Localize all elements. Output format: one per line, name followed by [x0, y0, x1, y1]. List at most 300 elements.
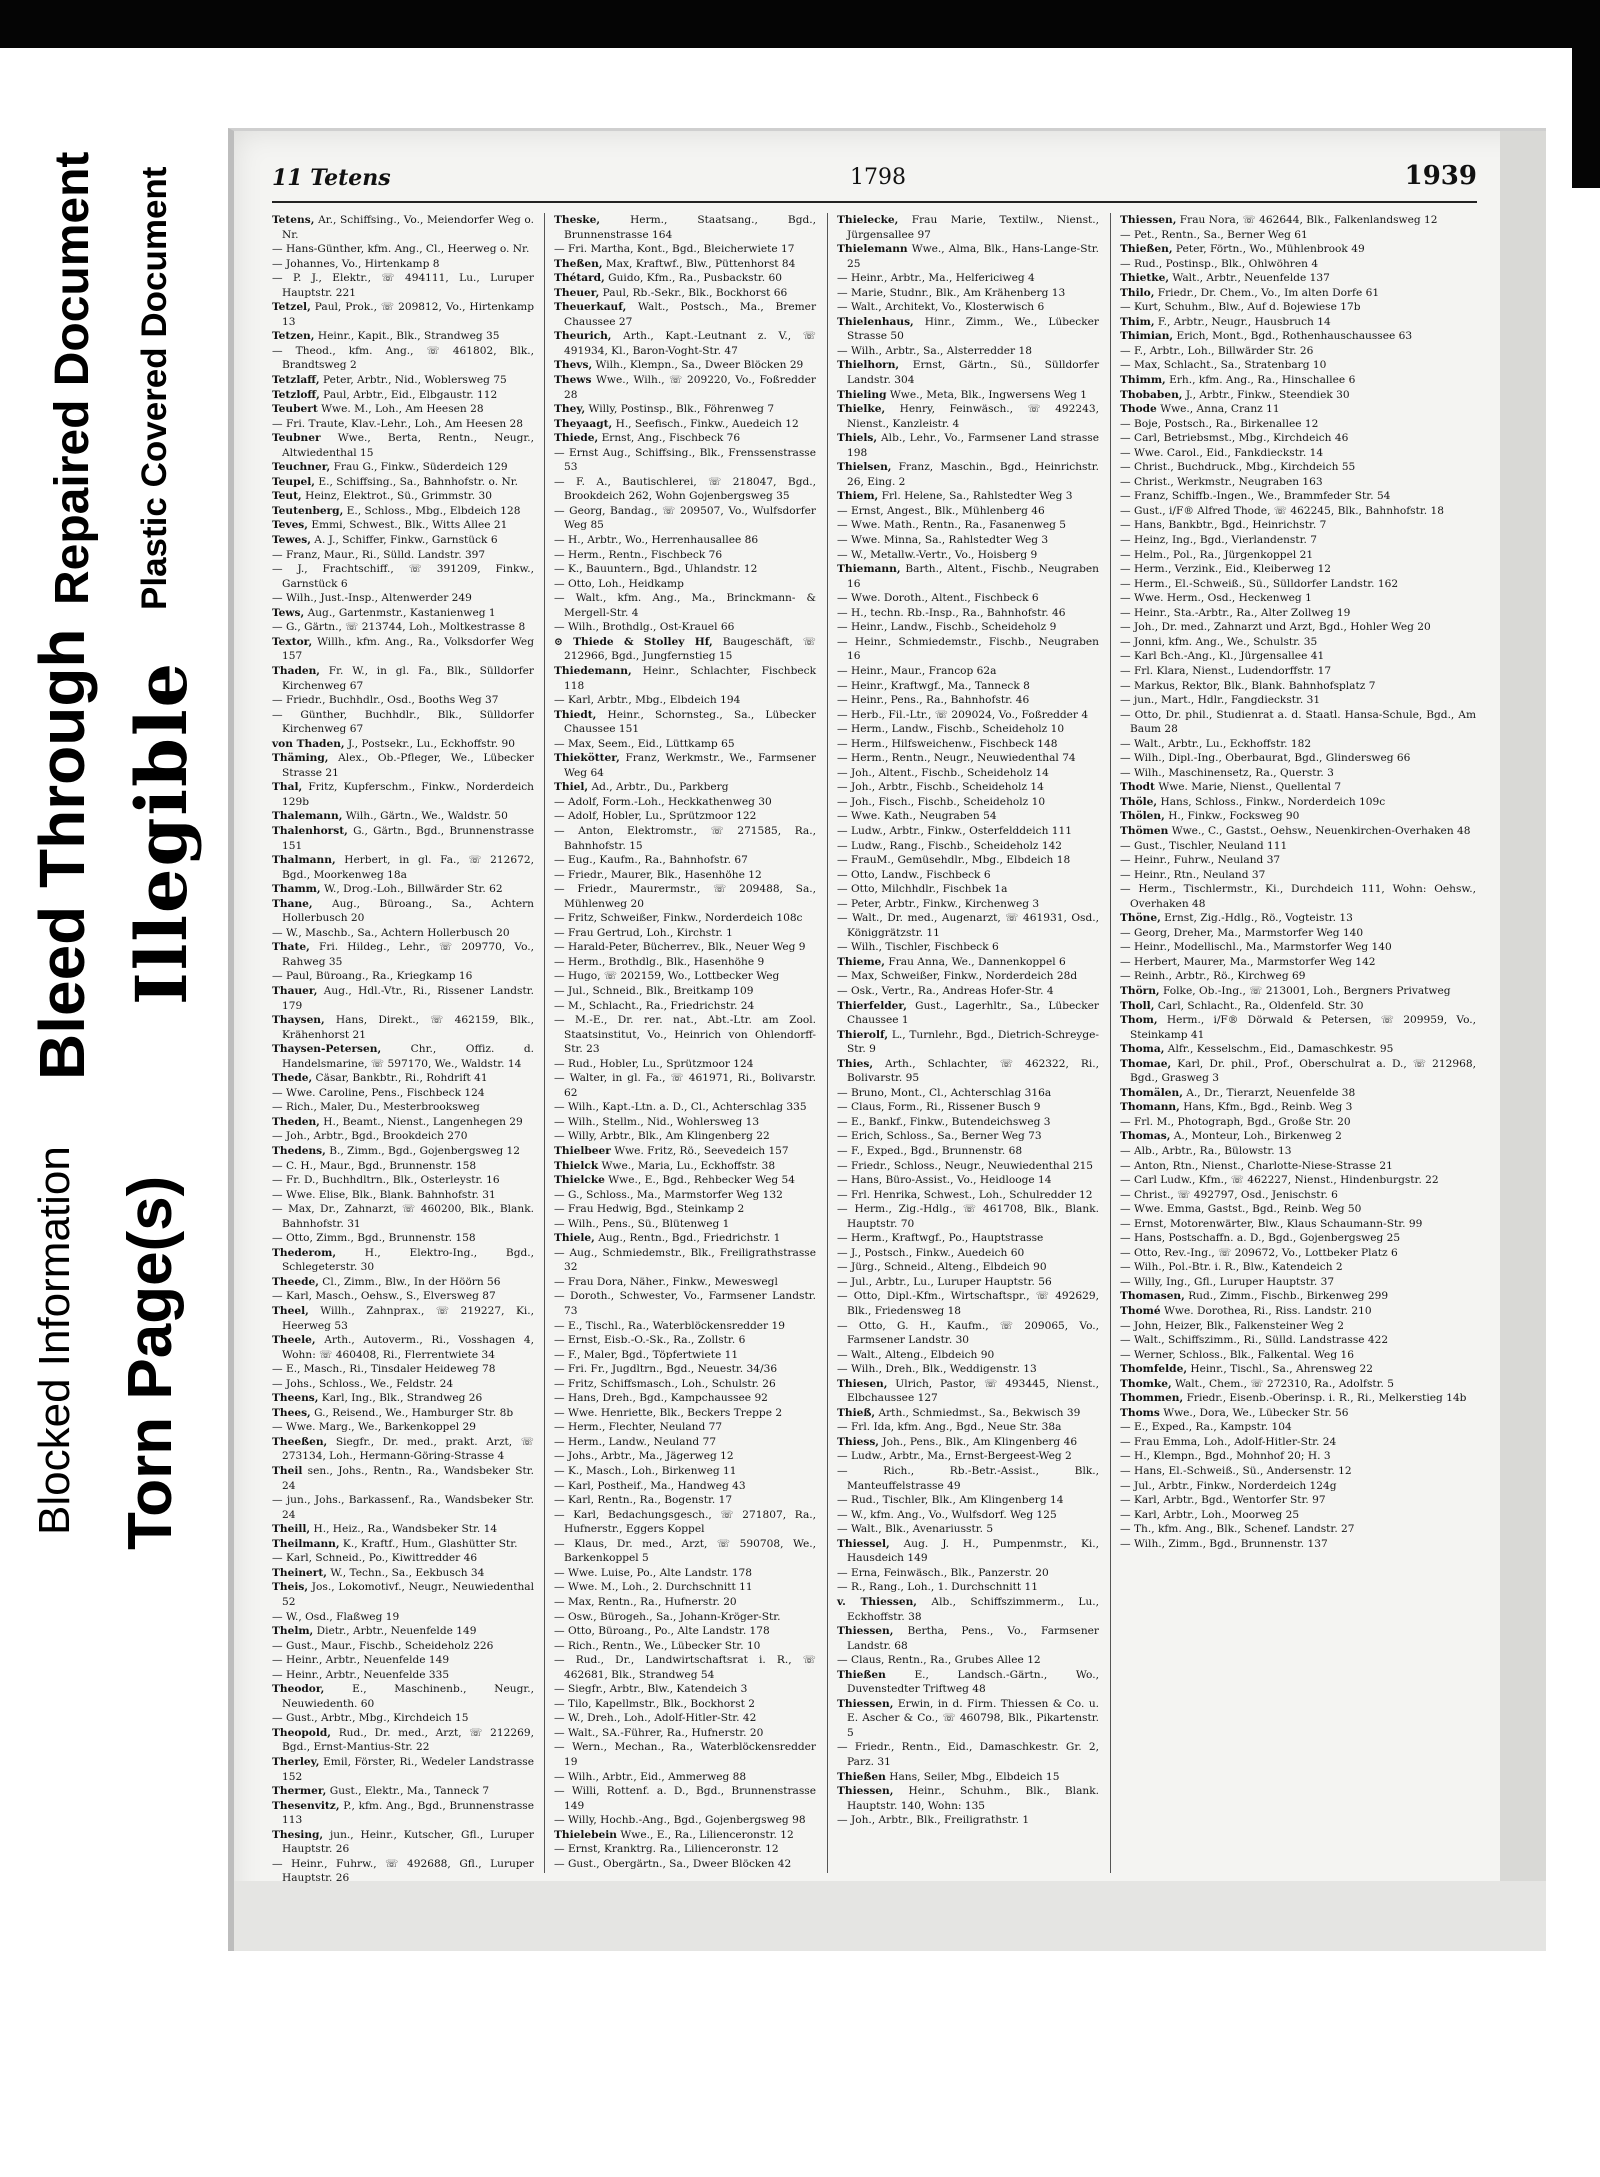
entry-surname: Thiessel,	[837, 1537, 890, 1550]
directory-entry	[1120, 1348, 1476, 1363]
entry-details: — Wwe. Carol., Eid., Fankdieckstr. 14	[1120, 446, 1324, 459]
entry-details: — Carl, Betriebsmst., Mbg., Kirchdeich 46	[1120, 432, 1349, 445]
entry-surname: Theuerkauf,	[554, 301, 627, 314]
entry-details: — Friedr., Schloss., Neugr., Neuwiedenthal 215	[837, 1159, 1094, 1172]
entry-surname: Thane,	[272, 897, 313, 910]
entry-details: — Heinr., Fuhrw., Neuland 37	[1120, 854, 1281, 867]
entry-details: Wwe. Marie, Nienst., Quellental 7	[1158, 781, 1342, 794]
entry-details: — Joh., Dr. med., Zahnarzt und Arzt, Bgd., Hohler Weg 20	[1120, 621, 1431, 634]
entry-surname: Teupel,	[272, 475, 315, 488]
entry-details: Paul, Arbtr., Eid., Elbgaustr. 112	[323, 388, 498, 401]
entry-details: — K., Bauuntern., Bgd., Uhlandstr. 12	[554, 563, 758, 576]
entry-details: Wwe., E., Bgd., Rehbecker Weg 54	[608, 1174, 795, 1187]
entry-surname: Thalenhorst,	[272, 824, 348, 837]
entry-details: — Herm., El.-Schweiß., Sü., Sülldorfer Landstr. 162	[1120, 577, 1399, 590]
entry-surname: v. Thiessen,	[837, 1595, 917, 1608]
entry-details: H., Beamt., Nienst., Langenhegen 29	[323, 1115, 523, 1128]
directory-entry	[272, 1435, 534, 1464]
entry-details: — Boje, Postsch., Ra., Birkenallee 12	[1120, 417, 1319, 430]
header-page-number: 1798	[850, 165, 906, 190]
entry-details: Aug., Hdl.-Vtr., Ri., Rissener Landstr. 179	[282, 984, 535, 1012]
entry-details: Wwe., Berta, Rentn., Neugr., Altwiedenthal 15	[282, 432, 534, 459]
entry-details: — Heinr., Arbtr., Neuenfelde 335	[272, 1668, 450, 1681]
entry-surname: Thal,	[272, 781, 303, 794]
entry-surname: Thesing,	[272, 1828, 324, 1841]
entry-details: Ernst, Ang., Fischbeck 76	[601, 432, 741, 445]
entry-details: J., Postsekr., Lu., Eckhoffstr. 90	[347, 737, 515, 750]
entry-details: — E., Bankf., Finkw., Butendeichsweg 3	[837, 1115, 1051, 1128]
directory-entry	[554, 1653, 816, 1682]
entry-details: Karl, Dr. phil., Prof., Oberschulrat a. D., ☏ 212968, Bgd., Grasweg 3	[1130, 1057, 1476, 1085]
entry-details: — Wilh., Just.-Insp., Altenwerder 249	[272, 592, 472, 605]
entry-details: Erh., kfm. Ang., Ra., Hinschallee 6	[1169, 374, 1356, 387]
entry-details: — F., Arbtr., Loh., Billwärder Str. 26	[1120, 344, 1314, 357]
entry-details: — Fri. Martha, Kont., Bgd., Bleicherwiete 17	[554, 243, 795, 256]
entry-details: — J., Frachtschiff., ☏ 391209, Finkw., Garnstück 6	[272, 563, 534, 590]
directory-entry	[272, 1173, 534, 1188]
entry-surname: Thieling	[837, 388, 887, 401]
directory-entry	[1120, 1362, 1476, 1377]
entry-surname: Teut,	[272, 490, 302, 503]
directory-entry	[1120, 1391, 1476, 1406]
entry-details: Hans, Direkt., ☏ 462159, Blk., Krähenhorst 21	[282, 1014, 534, 1041]
directory-entry	[837, 1231, 1099, 1246]
directory-entry	[554, 1697, 816, 1712]
directory-entry	[554, 242, 816, 257]
directory-entry	[272, 1071, 534, 1086]
entry-surname: Theopold,	[272, 1726, 331, 1739]
directory-entry	[837, 271, 1099, 286]
directory-entry	[554, 1595, 816, 1610]
entry-details: — Ernst, Motorenwärter, Blw., Klaus Schaumann-Str. 99	[1120, 1217, 1423, 1230]
directory-entry	[272, 1202, 534, 1231]
entry-surname: Tholl,	[1120, 999, 1155, 1012]
directory-entry	[554, 1857, 816, 1872]
directory-entry	[272, 518, 534, 533]
entry-details: Ernst, Zig.-Hdlg., Rö., Vogteistr. 13	[1164, 912, 1353, 925]
directory-entry	[1120, 984, 1476, 999]
directory-entry	[837, 809, 1099, 824]
entry-surname: Textor,	[272, 635, 313, 648]
entry-surname: Thoma,	[1120, 1043, 1165, 1056]
directory-entry	[837, 620, 1099, 635]
entry-surname: Thielenhaus,	[837, 315, 914, 328]
directory-entry	[837, 1508, 1099, 1523]
directory-entry	[554, 984, 816, 999]
entry-details: — Christ., Werkmstr., Neugraben 163	[1120, 475, 1323, 488]
entry-details: — Harald-Peter, Bücherrev., Blk., Neuer Weg 9	[554, 941, 806, 954]
entry-details: — F., Exped., Bgd., Brunnenstr. 68	[837, 1145, 1023, 1157]
entry-surname: Thielebein	[554, 1828, 617, 1841]
entry-surname: Thermer,	[272, 1785, 327, 1798]
entry-details: Willy, Postinsp., Blk., Föhrenweg 7	[588, 403, 775, 416]
directory-entry	[272, 388, 534, 403]
entry-details: — Walt., SA.-Führer, Ra., Hufnerstr. 20	[554, 1726, 764, 1739]
directory-entry	[1120, 228, 1476, 243]
entry-details: A., Dr., Tierarzt, Neuenfelde 38	[1186, 1086, 1356, 1099]
entry-details: Franz, Maschin., Bgd., Heinrichstr. 26, Eing. 2	[847, 461, 1099, 488]
entry-details: — Karl, Bedachungsgesch., ☏ 271807, Ra., Hufnerstr., Eggers Koppel	[554, 1508, 816, 1536]
entry-details: B., Zimm., Bgd., Gojenbergsweg 12	[329, 1145, 520, 1157]
entry-details: Heinr., Schlachter, Fischbeck 118	[564, 664, 816, 692]
directory-entry	[272, 1828, 534, 1857]
scan-border-top	[0, 0, 1600, 48]
directory-entry	[837, 999, 1099, 1028]
entry-details: — Karl, Schneid., Po., Kiwittredder 46	[272, 1552, 478, 1565]
directory-entry	[272, 591, 534, 606]
entry-details: Friedr., Dr. Chem., Vo., Im alten Dorfe 61	[1157, 286, 1380, 299]
entry-details: W., Drog.-Loh., Billwärder Str. 62	[323, 883, 503, 896]
entry-details: E., Maschinenb., Neugr., Neuwiedenth. 60	[282, 1683, 534, 1710]
entry-surname: Thiessen,	[837, 1785, 894, 1798]
entry-details: — Ernst, Angest., Blk., Mühlenberg 46	[837, 504, 1045, 517]
directory-entry	[554, 1275, 816, 1290]
directory-entry	[554, 693, 816, 708]
directory-entry	[272, 1653, 534, 1668]
entry-details: Heinr., Schornsteg., Sa., Lübecker Chaussee 151	[564, 708, 816, 736]
entry-details: Walt., Postsch., Ma., Bremer Chaussee 27	[564, 301, 817, 328]
directory-column-1	[272, 213, 535, 1885]
entry-surname: Thobaben,	[1120, 388, 1183, 401]
directory-entry	[837, 1173, 1099, 1188]
entry-details: — Heinr., Kraftwgf., Ma., Tanneck 8	[837, 679, 1030, 692]
entry-details: — Friedr., Maurermstr., ☏ 209488, Sa., Mühlenweg 20	[554, 883, 816, 910]
entry-details: — Heinr., Pens., Ra., Bahnhofstr. 46	[837, 694, 1030, 707]
entry-details: — Herm., Landw., Neuland 77	[554, 1435, 717, 1448]
entry-surname: Thilo,	[1120, 286, 1155, 299]
directory-entry	[554, 1508, 816, 1537]
entry-surname: Thölen,	[1120, 810, 1165, 823]
entry-details: Aug., Gartenmstr., Kastanienweg 1	[307, 606, 496, 619]
entry-details: — Ludw., Arbtr., Finkw., Osterfelddeich 111	[837, 824, 1073, 837]
directory-entry	[837, 969, 1099, 984]
entry-details: — Georg, Dreher, Ma., Marmstorfer Weg 140	[1120, 926, 1364, 939]
directory-entry	[554, 1289, 816, 1318]
directory-entry	[1120, 679, 1476, 694]
entry-details: — H., Klempn., Bgd., Mohnhof 20; H. 3	[1120, 1450, 1331, 1463]
entry-details: Rud., Zimm., Fischb., Birkenweg 299	[1188, 1290, 1389, 1303]
directory-entry	[1120, 737, 1476, 752]
directory-entry	[837, 1435, 1099, 1450]
entry-details: — Wilh., Pens., Sü., Blütenweg 1	[554, 1217, 730, 1230]
entry-surname: Thäming,	[272, 752, 329, 765]
directory-entry	[554, 300, 816, 329]
directory-entry	[837, 940, 1099, 955]
label-torn-pages: Torn Page(s)	[116, 1175, 185, 1550]
entry-details: Frau Marie, Textilw., Nienst., Jürgensallee 97	[847, 214, 1099, 241]
entry-details: — Franz, Schiffb.-Ingen., We., Brammfeder Str. 54	[1120, 490, 1391, 503]
directory-entry	[837, 489, 1099, 504]
entry-details: — Fritz, Schweißer, Finkw., Norderdeich 108c	[554, 912, 803, 925]
entry-details: — Rud., Dr., Landwirtschaftsrat i. R., ☏ 462681, Blk., Strandweg 54	[554, 1654, 816, 1681]
entry-details: — Heinr., Maur., Francop 62a	[837, 664, 997, 677]
entry-surname: Thederom,	[272, 1246, 337, 1259]
column-divider	[544, 213, 545, 1873]
directory-page	[228, 128, 1546, 1951]
entry-surname: Theel,	[272, 1305, 309, 1318]
entry-details: Wwe. Dorothea, Ri., Riss. Landstr. 210	[1163, 1305, 1372, 1318]
directory-entry	[1120, 1449, 1476, 1464]
entry-details: — John, Heizer, Blk., Falkensteiner Weg 2	[1120, 1319, 1344, 1332]
entry-surname: Thiess,	[837, 1435, 879, 1448]
entry-details: Wwe., Wilh., ☏ 209220, Vo., Foßredder 28	[564, 374, 816, 401]
directory-entry	[272, 1493, 534, 1522]
directory-entry	[837, 1770, 1099, 1785]
entry-surname: Thomas,	[1120, 1130, 1171, 1143]
entry-details: — Ludw., Arbtr., Ma., Ernst-Bergeest-Weg 2	[837, 1450, 1072, 1463]
directory-entry	[272, 1551, 534, 1566]
entry-details: Cl., Zimm., Blw., In der Höörn 56	[322, 1275, 501, 1288]
directory-entry	[1120, 882, 1476, 911]
directory-entry	[1120, 839, 1476, 854]
entry-details: — Wwe. M., Loh., 2. Durchschnitt 11	[554, 1581, 753, 1594]
page-header	[272, 161, 1477, 201]
directory-entry	[1120, 1508, 1476, 1523]
directory-entry	[1120, 591, 1476, 606]
directory-entry	[837, 1624, 1099, 1653]
directory-entry	[554, 882, 816, 911]
directory-entry	[554, 1071, 816, 1100]
entry-details: — Jürg., Schneid., Alteng., Elbdeich 90	[837, 1261, 1047, 1274]
entry-surname: Theurich,	[554, 330, 612, 343]
entry-details: G., Gärtn., Bgd., Brunnenstrasse 151	[282, 824, 534, 852]
entry-details: Arth., Schmiedmst., Sa., Bekwisch 39	[878, 1406, 1081, 1419]
entry-details: — Frau Gertrud, Loh., Kirchstr. 1	[554, 926, 733, 939]
entry-details: — Osw., Bürogeh., Sa., Johann-Kröger-Str.	[554, 1610, 781, 1623]
entry-details: — Georg, Bandag., ☏ 209507, Vo., Wulfsdorfer Weg 85	[554, 504, 816, 532]
entry-details: — Herm., Flechter, Neuland 77	[554, 1421, 723, 1434]
directory-entry	[554, 1580, 816, 1595]
header-section-name: 11 Tetens	[272, 165, 391, 191]
directory-entry	[272, 1799, 534, 1828]
entry-details: — Herm., Verzink., Eid., Kleiberweg 12	[1120, 563, 1332, 576]
directory-entry	[1120, 1275, 1476, 1290]
entry-details: — Fr. D., Buchhdltrn., Blk., Osterleystr. 16	[272, 1174, 500, 1187]
entry-surname: Thode	[1120, 403, 1157, 416]
directory-entry	[272, 417, 534, 432]
entry-details: — Hans, Postschaffn. a. D., Bgd., Gojenbergsweg 25	[1120, 1232, 1401, 1245]
entry-details: Alex., Ob.-Pfleger, We., Lübecker Strasse 21	[282, 752, 534, 779]
entry-details: — Jul., Schneid., Blk., Breitkamp 109	[554, 984, 754, 997]
label-repaired-document: Repaired Document	[46, 151, 99, 605]
entry-surname: Thomfelde,	[1120, 1363, 1188, 1376]
entry-details: Emil, Förster, Ri., Wedeler Landstrasse 152	[282, 1755, 534, 1783]
entry-details: Heinr., Schuhm., Blk., Blank. Hauptstr. 140, Wohn: 135	[847, 1785, 1099, 1812]
directory-entry	[554, 1144, 816, 1159]
entry-details: Erwin, in d. Firm. Thiessen & Co. u. E. Ascher & Co., ☏ 460798, Blk., Pikartenstr. 5	[847, 1697, 1100, 1739]
directory-entry	[1120, 271, 1476, 286]
directory-entry	[1120, 315, 1476, 330]
entry-surname: Thomke,	[1120, 1377, 1172, 1390]
entry-details: — Friedr., Maurer, Blk., Hasenhöhe 12	[554, 868, 762, 881]
directory-entry	[554, 213, 816, 242]
entry-details: Wwe. Fritz, Rö., Seevedeich 157	[614, 1145, 789, 1157]
entry-details: — Ludw., Rang., Fischb., Scheideholz 142	[837, 839, 1063, 852]
directory-entry	[1120, 242, 1476, 257]
entry-surname: Thomälen,	[1120, 1086, 1183, 1099]
entry-details: — Wilh., Maschinensetz, Ra., Querstr. 3	[1120, 766, 1334, 779]
entry-details: — Frl. Ida, kfm. Ang., Bgd., Neue Str. 38a	[837, 1421, 1062, 1434]
entry-surname: Thöle,	[1120, 795, 1158, 808]
directory-entry	[554, 1391, 816, 1406]
directory-entry	[272, 1537, 534, 1552]
entry-surname: Thielke,	[837, 403, 886, 416]
entry-details: — Karl, Rentn., Ra., Bogenstr. 17	[554, 1494, 733, 1507]
directory-entry	[837, 1246, 1099, 1261]
directory-entry	[272, 1129, 534, 1144]
directory-entry	[554, 577, 816, 592]
entry-surname: Thiels,	[837, 432, 878, 445]
entry-details: — Wwe. Marg., We., Barkenkoppel 29	[272, 1421, 476, 1434]
entry-details: — Walt., Dr. med., Augenarzt, ☏ 461931, Osd., Königgrätzstr. 11	[837, 912, 1099, 939]
entry-details: — Max, Rentn., Ra., Hufnerstr. 20	[554, 1595, 737, 1608]
entry-details: — R., Rang., Loh., 1. Durchschnitt 11	[837, 1581, 1038, 1594]
directory-entry	[837, 1260, 1099, 1275]
directory-entry	[272, 242, 534, 257]
entry-details: — Theod., kfm. Ang., ☏ 461802, Blk., Brandtsweg 2	[272, 344, 534, 372]
entry-details: Fritz, Kupferschm., Finkw., Norderdeich 129b	[282, 781, 535, 808]
entry-surname: Thaysen,	[272, 1014, 325, 1027]
entry-surname: Thimian,	[1120, 330, 1174, 343]
entry-details: — Frl. M., Photograph, Bgd., Große Str. 20	[1120, 1115, 1351, 1128]
directory-entry	[837, 1275, 1099, 1290]
directory-entry	[837, 1493, 1099, 1508]
entry-details: — Herm., Rentn., Fischbeck 76	[554, 548, 723, 561]
entry-details: A. J., Schiffer, Finkw., Garnstück 6	[314, 534, 498, 547]
directory-entry	[837, 1668, 1099, 1697]
entry-surname: Thiessen,	[837, 1625, 894, 1638]
directory-entry	[554, 1115, 816, 1130]
directory-entry	[1120, 1406, 1476, 1421]
directory-entry	[1120, 940, 1476, 955]
entry-surname: Thaysen-Petersen,	[272, 1043, 382, 1056]
entry-details: — Erna, Feinwäsch., Blk., Panzerstr. 20	[837, 1566, 1049, 1579]
page-edge-shadow	[1500, 131, 1546, 1951]
directory-entry	[272, 1566, 534, 1581]
entry-details: — G., Schloss., Ma., Marmstorfer Weg 132	[554, 1188, 783, 1201]
directory-entry	[554, 1566, 816, 1581]
directory-entry	[1120, 911, 1476, 926]
directory-entry	[554, 737, 816, 752]
entry-details: — Max, Seem., Eid., Lüttkamp 65	[554, 737, 735, 750]
entry-surname: Theden,	[272, 1115, 320, 1128]
entry-details: — Paul, Büroang., Ra., Kriegkamp 16	[272, 970, 473, 983]
label-illegible: Illegible	[120, 660, 203, 1005]
directory-entry	[1120, 1333, 1476, 1348]
entry-details: — Heinr., Schmiedemstr., Fischb., Neugraben 16	[837, 635, 1099, 663]
entry-surname: Theede,	[272, 1275, 319, 1288]
header-rule	[272, 201, 1477, 203]
entry-details: — Otto, Dr. phil., Studienrat a. d. Staatl. Hansa-Schule, Bgd., Am Baum 28	[1120, 708, 1476, 736]
directory-entry	[837, 1188, 1099, 1203]
entry-details: — Tilo, Kapellmstr., Blk., Bockhorst 2	[554, 1697, 755, 1710]
directory-entry	[837, 1813, 1099, 1828]
directory-entry	[1120, 300, 1476, 315]
entry-details: — W., Maschb., Sa., Achtern Hollerbusch 20	[272, 926, 510, 939]
scan-border-corner	[1572, 48, 1600, 188]
directory-entry	[837, 1144, 1099, 1159]
entry-details: — G., Gärtn., ☏ 213744, Loh., Moltkestrasse 8	[272, 621, 526, 634]
directory-entry	[837, 548, 1099, 563]
entry-details: Wwe., Meta, Blk., Ingwersens Weg 1	[889, 388, 1088, 401]
directory-entry	[272, 780, 534, 809]
entry-details: — Jul., Arbtr., Finkw., Norderdeich 124g	[1120, 1479, 1337, 1492]
directory-entry	[1120, 955, 1476, 970]
directory-entry	[554, 446, 816, 475]
directory-entry	[272, 809, 534, 824]
directory-entry	[272, 1624, 534, 1639]
directory-entry	[554, 1231, 816, 1246]
entry-details: Arth., Autoverm., Ri., Vosshagen 4, Wohn: ☏ 460408, Ri., Flerrentwiete 34	[282, 1334, 534, 1361]
directory-entry	[554, 955, 816, 970]
entry-surname: Thießen	[837, 1770, 886, 1783]
directory-entry	[1120, 358, 1476, 373]
entry-details: Ar., Schiffsing., Vo., Meiendorfer Weg o. Nr.	[282, 214, 534, 241]
entry-surname: Thielecke,	[837, 214, 899, 226]
directory-entry	[837, 388, 1099, 403]
directory-entry	[554, 329, 816, 358]
entry-surname: Tetzen,	[272, 330, 315, 343]
directory-entry	[272, 635, 534, 664]
entry-surname: Therley,	[272, 1755, 320, 1768]
entry-surname: Thimm,	[1120, 374, 1166, 387]
directory-entry	[837, 737, 1099, 752]
directory-entry	[1120, 620, 1476, 635]
entry-details: — Heinr., Modellischl., Ma., Marmstorfer Weg 140	[1120, 941, 1392, 954]
entry-surname: Theinert,	[272, 1566, 327, 1579]
entry-surname: Thiede,	[554, 432, 599, 445]
directory-entry	[837, 1740, 1099, 1769]
directory-entry	[272, 475, 534, 490]
entry-details: — E., Exped., Ra., Kampstr. 104	[1120, 1421, 1292, 1434]
entry-details: — Wilh., Brothdlg., Ost-Krauel 66	[554, 621, 735, 634]
entry-surname: Thieme,	[837, 955, 885, 968]
directory-entry	[1120, 1319, 1476, 1334]
directory-entry	[272, 1246, 534, 1275]
directory-entry	[554, 591, 816, 620]
entry-details: — Johs., Arbtr., Ma., Jägerweg 12	[554, 1450, 734, 1463]
entry-details: Max, Kraftwf., Blw., Püttenhorst 84	[605, 257, 796, 270]
directory-entry	[1120, 1246, 1476, 1261]
directory-entry	[837, 1362, 1099, 1377]
directory-entry	[837, 1057, 1099, 1086]
entry-details: Karl, Ing., Blk., Strandweg 26	[321, 1392, 483, 1405]
entry-details: Paul, Prok., ☏ 209812, Vo., Hirtenkamp 13	[282, 301, 534, 328]
directory-entry	[837, 460, 1099, 489]
entry-details: — C. H., Maur., Bgd., Brunnenstr. 158	[272, 1159, 477, 1172]
label-plastic-covered-document: Plastic Covered Document	[135, 166, 174, 610]
directory-entry	[272, 1668, 534, 1683]
directory-entry	[554, 1770, 816, 1785]
entry-details: — Johannes, Vo., Hirtenkamp 8	[272, 257, 440, 270]
entry-details: Jos., Lokomotivf., Neugr., Neuwiedenthal 52	[282, 1581, 534, 1608]
directory-entry	[837, 679, 1099, 694]
entry-details: — Frl. Henrika, Schwest., Loh., Schulredder 12	[837, 1188, 1093, 1201]
entry-details: Folke, Ob.-Ing., ☏ 213001, Loh., Bergners Privatweg	[1163, 984, 1451, 997]
entry-details: — W., Osd., Flaßweg 19	[272, 1610, 400, 1623]
directory-entry	[1120, 1086, 1476, 1101]
entry-details: Joh., Pens., Blk., Am Klingenberg 46	[882, 1435, 1078, 1448]
directory-entry	[837, 591, 1099, 606]
entry-details: — Adolf, Form.-Loh., Heckkathenweg 30	[554, 795, 772, 808]
entry-details: — Rich., Rb.-Betr.-Assist., Blk., Manteuffelstrasse 49	[837, 1465, 1099, 1492]
entry-details: — Ernst, Eisb.-O.-Sk., Ra., Zollstr. 6	[554, 1334, 746, 1347]
directory-entry	[272, 1042, 534, 1071]
entry-details: — Wwe. Minna, Sa., Rahlstedter Weg 3	[837, 534, 1049, 547]
directory-entry	[1120, 548, 1476, 563]
directory-entry	[1120, 1420, 1476, 1435]
entry-details: Hans, Schloss., Finkw., Norderdeich 109c	[1160, 795, 1386, 808]
